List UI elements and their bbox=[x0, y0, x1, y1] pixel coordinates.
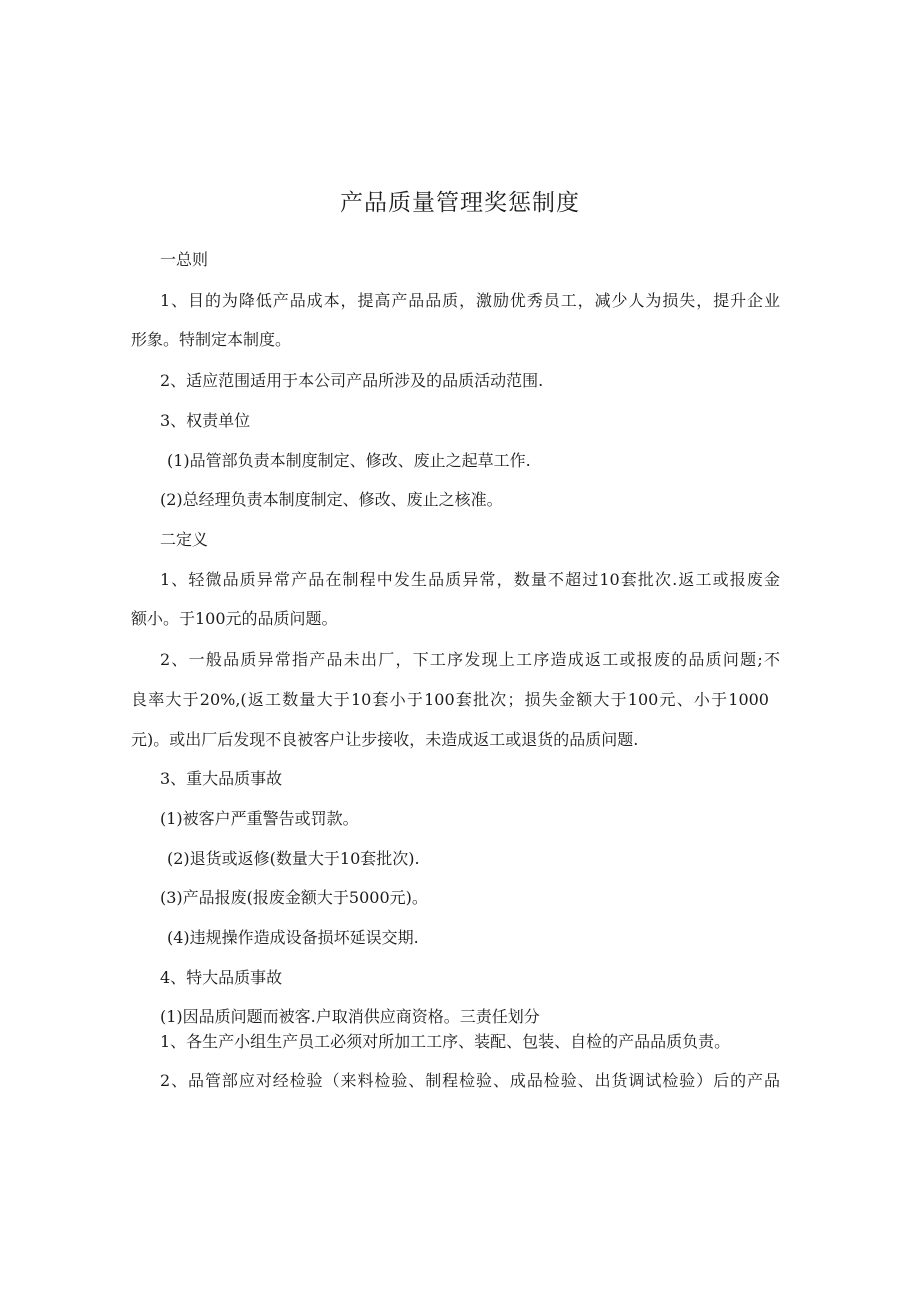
paragraph-line: (1)品管部负责本制度制定、修改、废止之起草工作. bbox=[167, 451, 531, 470]
paragraph-line: (3)产品报废(报废金额大于5000元)。 bbox=[160, 888, 428, 907]
document-title: 产品质量管理奖惩制度 bbox=[340, 190, 580, 216]
paragraph-line: 1、轻微品质异常产品在制程中发生品质异常，数量不超过10套批次.返工或报废金 bbox=[160, 570, 780, 589]
paragraph-line: 3、权责单位 bbox=[160, 411, 251, 430]
paragraph-line: 额小。于100元的品质问题。 bbox=[131, 609, 338, 628]
paragraph-line: 4、特大品质事故 bbox=[160, 968, 283, 987]
paragraph-line: (1)被客户严重警告或罚款。 bbox=[160, 809, 359, 828]
section-heading-general: 一总则 bbox=[160, 250, 209, 269]
paragraph-line: 1、各生产小组生产员工必须对所加工工序、装配、包装、自检的产品品质负责。 bbox=[160, 1032, 731, 1051]
paragraph-line: (1)因品质问题而被客.户取消供应商资格。三责任划分 bbox=[160, 1007, 540, 1026]
paragraph-line: 元)。或出厂后发现不良被客户让步接收，未造成返工或退货的品质问题. bbox=[131, 730, 639, 749]
paragraph-line: 良率大于20%,(返工数量大于10套小于100套批次；损失金额大于100元、小于1000 bbox=[131, 690, 769, 709]
paragraph-line: (4)违规操作造成设备损坏延误交期. bbox=[167, 928, 419, 947]
paragraph-line: (2)总经理负责本制度制定、修改、废止之核准。 bbox=[160, 490, 503, 509]
paragraph-line: 3、重大品质事故 bbox=[160, 769, 283, 788]
paragraph-line: 2、适应范围适用于本公司产品所涉及的品质活动范围. bbox=[160, 371, 544, 390]
section-heading-definitions: 二定义 bbox=[160, 530, 209, 549]
paragraph-line: 1、目的为降低产品成本，提高产品品质，激励优秀员工，减少人为损失，提升企业 bbox=[160, 291, 780, 310]
paragraph-line: 2、品管部应对经检验（来料检验、制程检验、成品检验、出货调试检验）后的产品 bbox=[160, 1071, 780, 1090]
paragraph-line: 形象。特制定本制度。 bbox=[131, 330, 292, 349]
paragraph-line: 2、一般品质异常指产品未出厂，下工序发现上工序造成返工或报废的品质问题;不 bbox=[160, 650, 780, 669]
paragraph-line: (2)退货或返修(数量大于10套批次). bbox=[167, 849, 420, 868]
